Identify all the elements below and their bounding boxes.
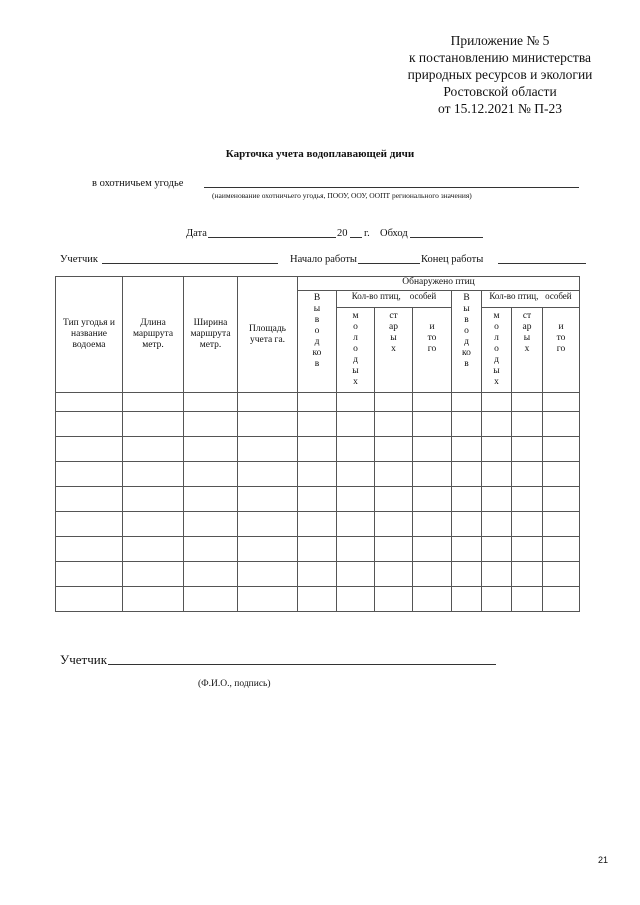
table-cell[interactable] [56,412,123,437]
table-cell[interactable] [375,587,413,612]
table-cell[interactable] [375,393,413,412]
col-area-header: Площадь учета га. [238,277,298,393]
year-field[interactable] [350,226,362,238]
total-header-1: итого [413,308,452,393]
table-cell[interactable] [413,462,452,487]
table-cell[interactable] [298,537,337,562]
year-suffix: г. [364,228,370,239]
table-cell[interactable] [238,437,298,462]
table-cell[interactable] [337,587,375,612]
table-cell[interactable] [482,487,512,512]
table-row [56,437,580,462]
table-cell[interactable] [123,393,184,412]
table-cell[interactable] [337,393,375,412]
table-cell[interactable] [123,562,184,587]
table-cell[interactable] [238,587,298,612]
table-cell[interactable] [184,537,238,562]
start-field[interactable] [358,252,420,264]
table-cell[interactable] [413,562,452,587]
end-label: Конец работы [421,254,484,265]
young-header-1: молодых [337,308,375,393]
table-row [56,412,580,437]
table-cell[interactable] [184,412,238,437]
table-cell[interactable] [512,562,543,587]
table-cell[interactable] [543,537,580,562]
table-cell[interactable] [238,393,298,412]
appendix-line-4: Ростовской области [443,84,557,99]
table-cell[interactable] [413,512,452,537]
col-ground-header: Тип угодья и название водоема [56,277,123,393]
table-cell[interactable] [123,462,184,487]
table-cell[interactable] [413,412,452,437]
appendix-block [385,32,615,117]
start-label: Начало работы [290,254,357,265]
table-cell[interactable] [375,437,413,462]
table-row [56,537,580,562]
table-cell[interactable] [337,537,375,562]
table-cell[interactable] [184,462,238,487]
table-cell[interactable] [543,487,580,512]
round-field[interactable] [410,226,483,238]
table-cell[interactable] [413,587,452,612]
hunting-ground-caption: (наименование охотничьего угодья, ПООУ, ООУ, ООПТ регионального значения) [212,191,472,200]
old-header-2: старых [512,308,543,393]
young-header-2: молодых [482,308,512,393]
table-cell[interactable] [452,487,482,512]
table-row [56,562,580,587]
table-cell[interactable] [56,587,123,612]
birds-count-header-1: Кол-во птиц, особей [337,291,452,308]
table-cell[interactable] [452,562,482,587]
table-cell[interactable] [482,393,512,412]
detected-header: Обнаружено птиц [298,277,580,291]
table-cell[interactable] [337,437,375,462]
table-cell[interactable] [375,487,413,512]
table-cell[interactable] [123,487,184,512]
table-cell[interactable] [123,512,184,537]
table-cell[interactable] [238,562,298,587]
table-cell[interactable] [482,462,512,487]
end-field[interactable] [498,252,586,264]
table-cell[interactable] [184,437,238,462]
date-label: Дата [186,228,207,239]
table-cell[interactable] [56,537,123,562]
table-cell[interactable] [413,437,452,462]
table-cell[interactable] [298,412,337,437]
table-cell[interactable] [413,487,452,512]
table-cell[interactable] [543,462,580,487]
table-cell[interactable] [337,562,375,587]
table-cell[interactable] [543,412,580,437]
table-cell[interactable] [123,537,184,562]
counter-field[interactable] [102,252,278,264]
date-field[interactable] [208,226,336,238]
round-label: Обход [380,228,408,239]
table-cell[interactable] [298,437,337,462]
card-title: Карточка учета водоплавающей дичи [225,148,415,160]
total-header-2: итого [543,308,580,393]
table-cell[interactable] [543,587,580,612]
broods-header-2: Выводков [452,291,482,393]
table-cell[interactable] [184,562,238,587]
signature-label: Учетчик [60,652,108,667]
table-cell[interactable] [238,512,298,537]
table-cell[interactable] [482,512,512,537]
table-cell[interactable] [184,512,238,537]
table-cell[interactable] [123,587,184,612]
table-cell[interactable] [452,412,482,437]
table-cell[interactable] [452,587,482,612]
table-cell[interactable] [56,393,123,412]
table-cell[interactable] [413,393,452,412]
table-cell[interactable] [238,487,298,512]
table-cell[interactable] [298,562,337,587]
signature-field[interactable] [108,652,496,665]
table-cell[interactable] [452,393,482,412]
table-row [56,393,580,412]
table-cell[interactable] [238,412,298,437]
table-cell[interactable] [184,393,238,412]
appendix-line-5: от 15.12.2021 № П-23 [438,101,562,116]
table-cell[interactable] [123,412,184,437]
table-row [56,462,580,487]
table-cell[interactable] [56,437,123,462]
table-cell[interactable] [512,393,543,412]
table-cell[interactable] [543,562,580,587]
table-cell[interactable] [375,562,413,587]
table-cell[interactable] [375,412,413,437]
hunting-ground-label: в охотничьем угодье [92,178,184,189]
table-cell[interactable] [512,462,543,487]
table-row [56,587,580,612]
hunting-ground-field[interactable] [204,176,579,188]
table-cell[interactable] [56,562,123,587]
table-cell[interactable] [482,562,512,587]
table-cell[interactable] [512,412,543,437]
table-cell[interactable] [184,487,238,512]
table-cell[interactable] [298,512,337,537]
count-table [55,276,580,612]
table-cell[interactable] [452,537,482,562]
table-cell[interactable] [238,537,298,562]
table-cell[interactable] [337,412,375,437]
table-row [56,512,580,537]
appendix-line-2: к постановлению министерства [408,50,592,65]
table-cell[interactable] [512,537,543,562]
table-cell[interactable] [375,462,413,487]
table-cell[interactable] [452,437,482,462]
table-cell[interactable] [375,537,413,562]
table-cell[interactable] [543,512,580,537]
table-cell[interactable] [482,437,512,462]
table-cell[interactable] [482,537,512,562]
table-cell[interactable] [452,512,482,537]
table-cell[interactable] [452,462,482,487]
col-length-header: Длина маршрута метр. [123,277,184,393]
table-cell[interactable] [298,587,337,612]
table-cell[interactable] [56,512,123,537]
table-cell[interactable] [337,512,375,537]
table-cell[interactable] [413,537,452,562]
table-cell[interactable] [298,462,337,487]
signature-caption: (Ф.И.О., подпись) [198,679,271,689]
broods-header-1: Выводков [298,291,337,393]
page-number: 21 [597,855,608,865]
table-cell[interactable] [56,462,123,487]
table-cell[interactable] [298,393,337,412]
birds-count-header-2: Кол-во птиц, особей [482,291,580,308]
appendix-line-1: Приложение № 5 [450,33,550,48]
appendix-line-3: природных ресурсов и экологии [407,67,593,82]
table-cell[interactable] [238,462,298,487]
table-row [56,487,580,512]
table-cell[interactable] [337,487,375,512]
table-cell[interactable] [543,437,580,462]
table-cell[interactable] [512,437,543,462]
table-cell[interactable] [512,487,543,512]
table-cell[interactable] [375,512,413,537]
table-cell[interactable] [482,412,512,437]
counter-label: Учетчик [60,254,98,265]
col-width-header: Ширина маршрута метр. [184,277,238,393]
year-prefix: 20 [337,228,348,239]
table-cell[interactable] [123,437,184,462]
table-cell[interactable] [512,512,543,537]
table-cell[interactable] [482,587,512,612]
table-cell[interactable] [298,487,337,512]
old-header-1: старых [375,308,413,393]
table-cell[interactable] [56,487,123,512]
table-cell[interactable] [512,587,543,612]
table-cell[interactable] [543,393,580,412]
table-cell[interactable] [184,587,238,612]
table-cell[interactable] [337,462,375,487]
